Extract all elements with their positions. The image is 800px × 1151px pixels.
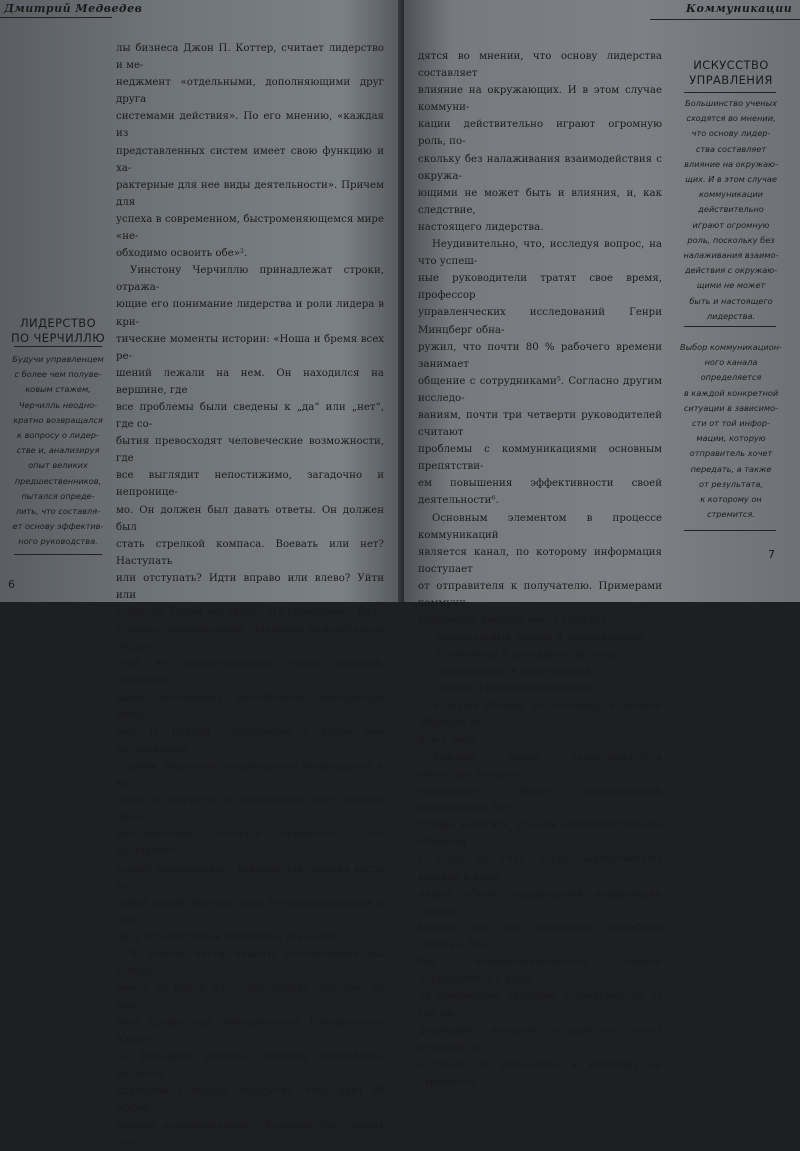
sidebar-line: кратно возвращался	[13, 414, 103, 425]
page-number-left: 6	[8, 578, 15, 591]
sidebar-rule-top-left	[14, 346, 102, 347]
sidebar-line: к вопросу о лидер-	[17, 430, 99, 441]
list-item: аудио- и видеоконференции;	[438, 683, 594, 695]
sidebar-line: ного руководства.	[18, 536, 98, 547]
sidebar-line: щими не может	[696, 280, 766, 291]
sidebar-line: налаживания взаимо-	[683, 250, 779, 261]
header-rule-right	[650, 19, 800, 20]
list-item: официальные письма и меморандумы;	[438, 632, 646, 644]
list-item: презентации и выступления;	[438, 666, 595, 678]
sidebar-line: опыт великих	[28, 460, 88, 471]
sidebar-text-right-1	[670, 96, 792, 324]
page-number-right: 7	[768, 548, 775, 561]
sidebar-line: быть и настоящего	[689, 295, 773, 306]
sidebar-line: в каждой конкретной	[683, 387, 779, 398]
sidebar-line: коммуникации	[698, 189, 763, 200]
sidebar-rule-bottom-right	[684, 530, 776, 531]
sidebar-text-left	[8, 352, 108, 550]
sidebar-line: ситуации в зависимо-	[683, 402, 779, 413]
header-rule-left	[0, 17, 112, 18]
sidebar-line: предшественников,	[14, 475, 102, 486]
sidebar-line: определяется	[700, 372, 762, 383]
sidebar-line: действия с окружаю-	[684, 265, 778, 276]
sidebar-line: Черчилль неодно-	[18, 399, 98, 410]
sidebar-line: сходятся во мнении,	[686, 113, 776, 124]
sidebar-line: лить, что составля-	[15, 506, 101, 517]
sidebar-line: ного канала	[704, 357, 758, 368]
sidebar-line: сти от той инфор-	[691, 418, 771, 429]
sidebar-line: Выбор коммуникацион-	[680, 342, 782, 352]
sidebar-line: Будучи управленцем	[12, 354, 104, 364]
sidebar-line: передать, а также	[690, 463, 772, 474]
sidebar-text-right-2	[670, 340, 792, 522]
sidebar-rule-bottom-left	[14, 554, 102, 555]
sidebar-line: отправитель хочет	[689, 448, 773, 459]
sidebar-line: что основу лидер-	[691, 128, 771, 139]
sidebar-line: играют огромную	[692, 219, 770, 230]
running-head-left: Дмитрий Медведев	[4, 2, 143, 15]
sidebar-line: ковым стажем,	[25, 384, 91, 395]
sidebar-line: ства составляет	[695, 143, 767, 154]
sidebar-line: лидерства.	[706, 310, 756, 321]
right-page	[404, 0, 800, 1088]
sidebar-line: к которому он	[700, 494, 762, 505]
sidebar-line: с более чем полуве-	[14, 369, 102, 380]
sidebar-line: мации, которую	[696, 433, 766, 444]
sidebar-line: влияние на окружаю-	[684, 158, 778, 169]
sidebar-rule-top-right	[684, 92, 776, 93]
sidebar-line: ет основу эффектив-	[12, 521, 104, 532]
sidebar-line: пытался опреде-	[21, 490, 95, 501]
sidebar-rule-mid-right	[684, 326, 776, 327]
body-text-left: лы бизнеса Джон П. Коттер, считает лидерство и ме- неджмент «отдельными, дополняющими друг друга системами действия». По его мнению, «каждая из представленных систем имеет свою функцию и ха- рактерные для нее виды деятельности». Причем для успеха в современном, быстроменяющемся мире «не- обходимо освоить обе»². Уинстону Черчиллю принадлежат строки, отража- ющие его понимание лидерства и роли лидера в кри- тические моменты истории: «Ноша и бремя всех ре- шений лежали на нем. Он находился на вершине, где все проблемы были сведены к „да“ или „нет“, где со- бытия превосходят человеческие возможности, где все выглядит непостижимо, загадочно и непронице- мо. Он должен был давать ответы. Он должен был стать стрелкой компаса. Воевать или нет? Наступать или отступать? Идти вправо или влево? Уйти или остаться. Таким выглядело его сражение»³. Без- условно, размышления Черчилля относительно лидер- ства не ограничиваются этими словами, посвящен- ными последнему российскому императору Нико- лаю II. Будучи управленцем с более чем полувековым стажем, Черчилль неоднократно возвращался к во- просу о лидерстве и, анализируя опыт великих пред- шественников, пытался определить, что составляет основу эффективного руководства, умения вести за собой людей. Именно этим его размышлениям и ана- лизу его поступков посвящена эта книга. В первой части нашего исследования мы остано- вимся на одной из составляющих, которая, по мне- нию профессора менеджмента Университета Южно- го Колорадо доктора Ричарда Эйзенбейса является ключевой в теории лидерства. Речь идет об эффек- тивных коммуникациях⁴. Большинство ученых схо-	[116, 43, 384, 1148]
running-head-right: Коммуникации	[686, 2, 793, 15]
list-item: служебные и докладные записки;	[438, 649, 622, 661]
sidebar-line: стве и, анализируя	[16, 445, 100, 456]
body-text-right: дятся во мнении, что основу лидерства составляет влияние на окружающих. И в этом случае коммуни- кации действительно играют огромную роль, по- скольку без налаживания взаимодействия с окружа- ющими не может быть и влияния, и, как следствие, настоящего лидерства. Неудивительно, что, исследуя вопрос, на что успеш- ные руководители тратят свое время, профессор управленческих исследований Генри Минцберг обна- ружил, что почти 80 % рабочего времени занимает общение с сотрудниками⁵. Согласно другим исследо- ваниям, почти три четверти руководителей считают проблемы с коммуникациями основным препятстви- ем повышения эффективности своей деятельности⁶. Основным элементом в процессе коммуникаций является канал, по которому информация поступает от отправителя к получателю. Примерами коммуни- кационных каналов могут служить: официальные письма и меморандумы; служебные и докладные записки; презентации и выступления; аудио- и видеоконференции; а также беседы по телефону и личное общение ли- цом к лицу. Каждый канал характеризуется емкостью, которая определяет объем передаваемой информации. Не- трудно заметить, что при непосредственном общении с глазу на глаз, когда задействованы мимика и инто- нации, объем передаваемой информации гораздо больше, чем при подготовке служебной записки. Вы- бор коммуникационного канала определяется в кажд- ой конкретной ситуации в зависимости от той ин- формации, которую отправитель хочет передать, и а также от результата, к которому он стремится.	[418, 51, 662, 1088]
sidebar-line: действительно	[698, 204, 764, 215]
sidebar-line: Большинство ученых	[685, 98, 777, 108]
sidebar-title-left: ЛИДЕРСТВО ПО ЧЕРЧИЛЛЮ	[10, 316, 106, 345]
sidebar-line: стремится.	[707, 509, 755, 520]
sidebar-title-right: ИСКУССТВО УПРАВЛЕНИЯ	[689, 58, 773, 87]
sidebar-line: роль, поскольку без	[687, 234, 775, 245]
sidebar-line: щих. И в этом случае	[685, 174, 777, 185]
sidebar-line: от результата,	[698, 478, 764, 489]
